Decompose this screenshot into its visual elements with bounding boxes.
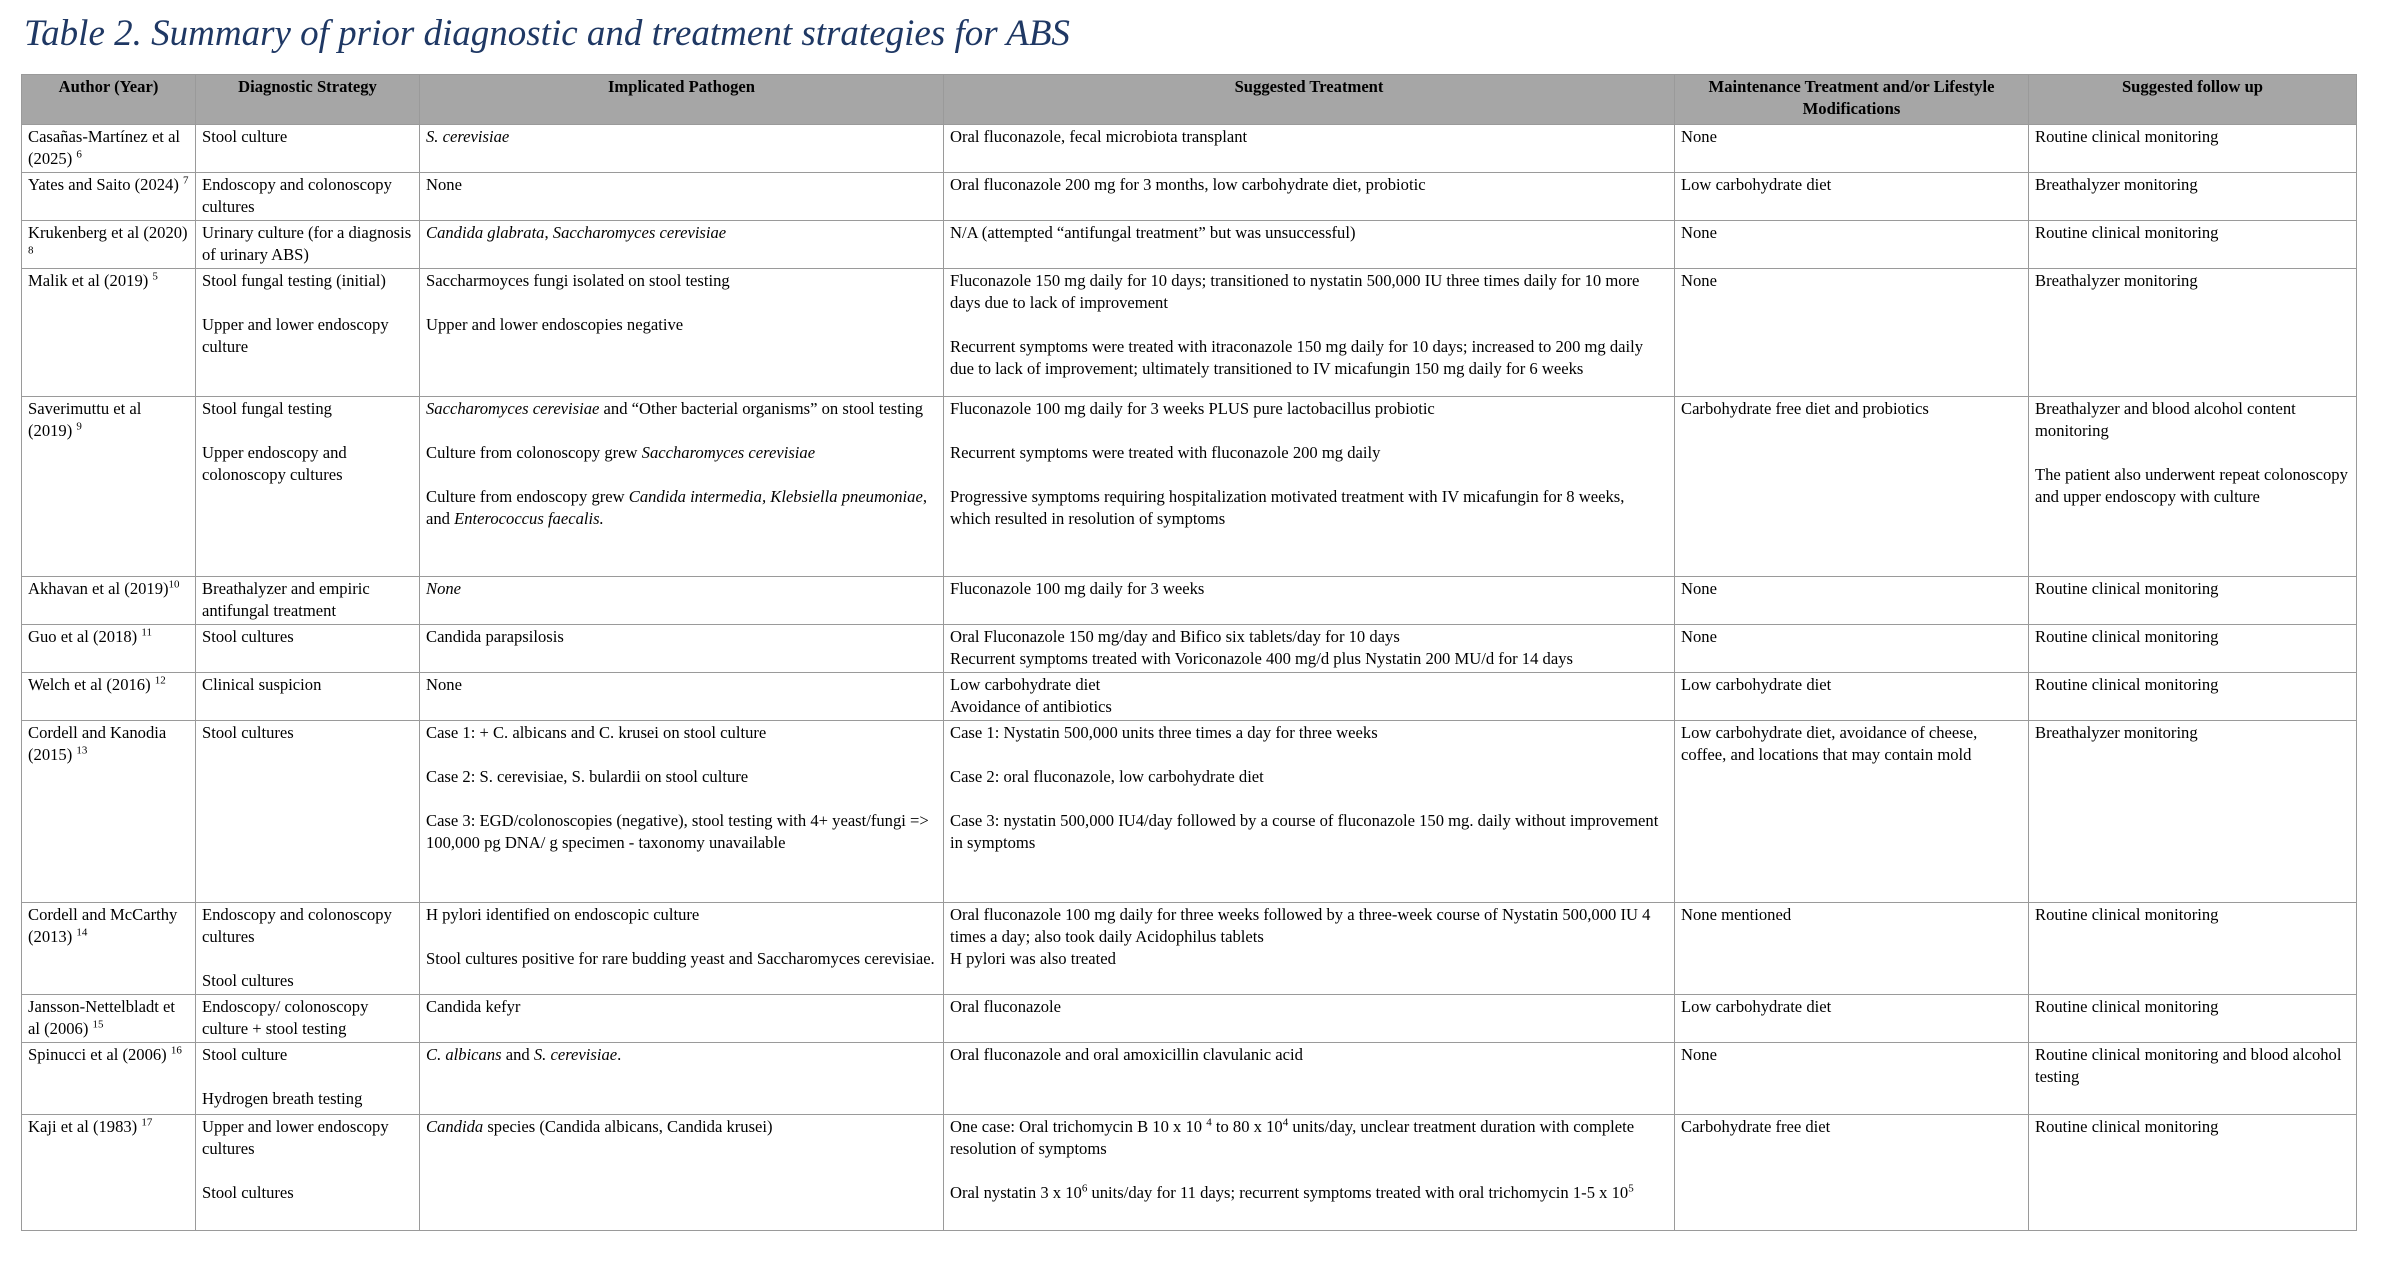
author-cell: Jansson-Nettelbladt et al (2006) $^{15}$ [22,995,196,1043]
pathogen-cell [420,625,944,673]
followup-cell [2029,173,2357,221]
table-row [22,221,2357,269]
cell-paragraph: Culture from endoscopy grew Candida intermedia, Klebsiella pneumoniae, and Enterococcus faecalis. [426,487,927,528]
table-row [22,903,2357,995]
pathogen-cell [420,1115,944,1231]
paragraph-gap [426,744,937,766]
treatment-cell [944,577,1675,625]
maintenance-cell [1675,995,2029,1043]
cell-paragraph: Oral fluconazole [950,997,1062,1016]
cell-paragraph: Low carbohydrate diet [1681,997,1832,1016]
author-cell: Akhavan et al $(2019)^{10}$ [22,577,196,625]
pathogen-cell [420,577,944,625]
cell-paragraph: None [426,675,462,694]
table-body [22,125,2357,1231]
cell-paragraph: Case 1: Nystatin 500,000 units three times a day for three weeks [950,723,1378,742]
treatment-cell [944,1043,1675,1115]
treatment-cell [944,1115,1675,1231]
table-row [22,269,2357,397]
cell-paragraph: Hydrogen breath testing [202,1089,363,1108]
cell-paragraph: Endoscopy/ colonoscopy culture + stool testing [202,997,369,1038]
pathogen-cell [420,995,944,1043]
diagnostic-cell [196,125,420,173]
cell-paragraph: Breathalyzer monitoring [2035,175,2198,194]
cell-paragraph: Stool cultures positive for rare budding yeast and Saccharomyces cerevisiae. [426,949,935,968]
followup-cell [2029,903,2357,995]
cell-paragraph: Breathalyzer monitoring [2035,271,2198,290]
maintenance-cell [1675,721,2029,903]
header-maintenance: Maintenance Treatment and/or Lifestyle Modifications [1675,75,2029,125]
diagnostic-cell [196,1043,420,1115]
cell-paragraph: Breathalyzer and blood alcohol content monitoring [2035,399,2296,440]
header-diagnostic-strategy: Diagnostic Strategy [196,75,420,125]
cell-paragraph: H pylori identified on endoscopic culture [426,905,700,924]
maintenance-cell [1675,1043,2029,1115]
header-implicated-pathogen: Implicated Pathogen [420,75,944,125]
cell-paragraph: Stool cultures [202,1183,294,1202]
cell-paragraph: Oral fluconazole 100 mg daily for three weeks followed by a three-week course of Nystatin 500,000 IU 4 times a day; also took daily Acidophilus tablets [950,905,1651,946]
treatment-cell [944,673,1675,721]
cell-paragraph: Case 3: nystatin 500,000 IU4/day followed by a course of fluconazole 150 mg. daily without improvement in symptoms [950,811,1659,852]
cell-paragraph: Stool cultures [202,723,294,742]
cell-paragraph: None [1681,1045,1717,1064]
cell-paragraph: Low carbohydrate diet [950,675,1101,694]
table-row [22,1115,2357,1231]
paragraph-gap [950,420,1668,442]
cell-paragraph: Case 1: + C. albicans and C. krusei on stool culture [426,723,767,742]
followup-cell [2029,221,2357,269]
cell-paragraph: Low carbohydrate diet [1681,175,1832,194]
paragraph-gap [2035,442,2350,464]
cell-paragraph: Saccharomyces cerevisiae and “Other bacterial organisms” on stool testing [426,399,924,418]
paragraph-gap [426,788,937,810]
table-row [22,125,2357,173]
cell-paragraph: Breathalyzer and empiric antifungal treatment [202,579,370,620]
cell-paragraph: Upper and lower endoscopy cultures [202,1117,389,1158]
cell-paragraph: Candida kefyr [426,997,521,1016]
diagnostic-cell [196,1115,420,1231]
cell-paragraph: Case 3: EGD/colonoscopies (negative), stool testing with 4+ yeast/fungi => 100,000 pg DNA/ g specimen - taxonomy unavailable [426,811,929,852]
table-row [22,721,2357,903]
cell-paragraph: Upper and lower endoscopy culture [202,315,389,356]
paragraph-gap [950,1160,1668,1182]
maintenance-cell [1675,221,2029,269]
author-cell: Welch et al (2016) $^{12}$ [22,673,196,721]
diagnostic-cell [196,721,420,903]
author-cell: Malik et al (2019) $^5$ [22,269,196,397]
cell-paragraph: Carbohydrate free diet [1681,1117,1831,1136]
maintenance-cell [1675,125,2029,173]
treatment-cell [944,397,1675,577]
pathogen-cell [420,903,944,995]
treatment-cell [944,173,1675,221]
cell-paragraph: Breathalyzer monitoring [2035,723,2198,742]
cell-paragraph: Saccharmoyces fungi isolated on stool testing [426,271,730,290]
cell-paragraph: None [1681,579,1717,598]
cell-paragraph: Clinical suspicion [202,675,322,694]
table-row [22,995,2357,1043]
cell-paragraph: Candida parapsilosis [426,627,564,646]
treatment-cell [944,995,1675,1043]
treatment-cell [944,125,1675,173]
followup-cell [2029,721,2357,903]
cell-paragraph: Oral fluconazole 200 mg for 3 months, low carbohydrate diet, probiotic [950,175,1426,194]
author-cell: Kaji et al (1983) $^{17}$ [22,1115,196,1231]
cell-paragraph: Endoscopy and colonoscopy cultures [202,905,392,946]
treatment-cell [944,721,1675,903]
cell-paragraph: Oral fluconazole, fecal microbiota transplant [950,127,1248,146]
maintenance-cell [1675,673,2029,721]
cell-paragraph: Candida species (Candida albicans, Candida krusei) [426,1117,773,1136]
diagnostic-cell [196,173,420,221]
pathogen-cell [420,673,944,721]
followup-cell [2029,397,2357,577]
cell-paragraph: None [1681,627,1717,646]
pathogen-cell [420,221,944,269]
cell-paragraph: H pylori was also treated [950,949,1116,968]
cell-paragraph: Low carbohydrate diet, avoidance of cheese, coffee, and locations that may contain mold [1681,723,1978,764]
maintenance-cell [1675,903,2029,995]
cell-paragraph: None mentioned [1681,905,1792,924]
maintenance-cell [1675,173,2029,221]
cell-paragraph: Fluconazole 100 mg daily for 3 weeks [950,579,1205,598]
cell-paragraph: Stool cultures [202,971,294,990]
treatment-cell [944,903,1675,995]
cell-paragraph: The patient also underwent repeat colonoscopy and upper endoscopy with culture [2035,465,2348,506]
maintenance-cell [1675,625,2029,673]
cell-paragraph: Routine clinical monitoring and blood alcohol testing [2035,1045,2342,1086]
cell-paragraph: Upper and lower endoscopies negative [426,315,684,334]
diagnostic-cell [196,903,420,995]
author-cell: Spinucci et al (2006) $^{16}$ [22,1043,196,1115]
followup-cell [2029,1043,2357,1115]
diagnostic-cell [196,625,420,673]
cell-paragraph: Stool fungal testing (initial) [202,271,386,290]
maintenance-cell [1675,1115,2029,1231]
cell-paragraph: Low carbohydrate diet [1681,675,1832,694]
treatment-cell [944,625,1675,673]
diagnostic-cell [196,995,420,1043]
pathogen-cell [420,173,944,221]
cell-paragraph: Routine clinical monitoring [2035,223,2219,242]
table-row [22,1043,2357,1115]
paragraph-gap [202,420,413,442]
cell-paragraph: Case 2: S. cerevisiae, S. bulardii on stool culture [426,767,749,786]
maintenance-cell [1675,577,2029,625]
cell-paragraph: None [1681,271,1717,290]
cell-paragraph: Recurrent symptoms treated with Voriconazole 400 mg/d plus Nystatin 200 MU/d for 14 days [950,649,1573,668]
author-cell: Yates and Saito (2024) $^7$ [22,173,196,221]
paragraph-gap [202,292,413,314]
cell-paragraph: Endoscopy and colonoscopy cultures [202,175,392,216]
cell-paragraph: Recurrent symptoms were treated with fluconazole 200 mg daily [950,443,1381,462]
cell-paragraph: Stool fungal testing [202,399,332,418]
cell-paragraph: Oral fluconazole and oral amoxicillin clavulanic acid [950,1045,1303,1064]
paragraph-gap [426,420,937,442]
cell-paragraph: Urinary culture (for a diagnosis of urinary ABS) [202,223,412,264]
paragraph-gap [950,744,1668,766]
cell-paragraph: Case 2: oral fluconazole, low carbohydrate diet [950,767,1264,786]
cell-paragraph: C. albicans and S. cerevisiae. [426,1045,622,1064]
paragraph-gap [202,948,413,970]
cell-paragraph: N/A (attempted “antifungal treatment” but was unsuccessful) [950,223,1356,242]
cell-paragraph: Fluconazole 150 mg daily for 10 days; transitioned to nystatin 500,000 IU three times daily for 10 more days due to lack of improvement [950,271,1640,312]
diagnostic-cell [196,577,420,625]
author-cell: Cordell and McCarthy (2013) $^{14}$ [22,903,196,995]
cell-paragraph: Stool culture [202,1045,288,1064]
paragraph-gap [950,314,1668,336]
cell-paragraph: One case: Oral trichomycin B 10 x 10 $^4$ to 80 x $10^4$ units/day, unclear treatment duration with complete resolution of symptoms [950,1116,1635,1158]
cell-paragraph: Stool cultures [202,627,294,646]
diagnostic-cell [196,221,420,269]
header-follow-up: Suggested follow up [2029,75,2357,125]
author-cell: Casañas-Martínez et al (2025) $^6$ [22,125,196,173]
cell-paragraph: Oral nystatin 3 x $10^6$ units/day for 11 days; recurrent symptoms treated with oral trichomycin 1-5 x $10^5$ [950,1182,1634,1202]
paragraph-gap [426,926,937,948]
treatment-cell [944,269,1675,397]
pathogen-cell [420,1043,944,1115]
cell-paragraph: None [1681,127,1717,146]
cell-paragraph: None [426,175,462,194]
table-row [22,673,2357,721]
cell-paragraph: Avoidance of antibiotics [950,697,1112,716]
summary-table [21,74,2357,1231]
followup-cell [2029,995,2357,1043]
author-cell: Krukenberg et al (2020) $^8$ [22,221,196,269]
cell-paragraph: Routine clinical monitoring [2035,997,2219,1016]
cell-paragraph: Candida glabrata, Saccharomyces cerevisiae [426,223,727,242]
cell-paragraph: Routine clinical monitoring [2035,905,2219,924]
cell-paragraph: Oral Fluconazole 150 mg/day and Bifico six tablets/day for 10 days [950,627,1400,646]
pathogen-cell [420,269,944,397]
cell-paragraph: Routine clinical monitoring [2035,627,2219,646]
cell-paragraph: Fluconazole 100 mg daily for 3 weeks PLUS pure lactobacillus probiotic [950,399,1435,418]
paragraph-gap [426,292,937,314]
paragraph-gap [950,464,1668,486]
diagnostic-cell [196,673,420,721]
cell-paragraph: Routine clinical monitoring [2035,1117,2219,1136]
table-caption: Table 2. Summary of prior diagnostic and treatment strategies for ABS [24,13,1070,54]
diagnostic-cell [196,269,420,397]
header-author: Author (Year) [22,75,196,125]
table-row [22,173,2357,221]
author-cell: Cordell and Kanodia (2015) $^{13}$ [22,721,196,903]
pathogen-cell [420,721,944,903]
cell-paragraph: Progressive symptoms requiring hospitalization motivated treatment with IV micafungin for 8 weeks, which resulted in resolution of symptoms [950,487,1625,528]
table-header-row [22,75,2357,125]
cell-paragraph: Culture from colonoscopy grew Saccharomyces cerevisiae [426,443,816,462]
maintenance-cell [1675,269,2029,397]
treatment-cell [944,221,1675,269]
diagnostic-cell [196,397,420,577]
table-row [22,577,2357,625]
table-row [22,625,2357,673]
followup-cell [2029,1115,2357,1231]
followup-cell [2029,125,2357,173]
cell-paragraph: Recurrent symptoms were treated with itraconazole 150 mg daily for 10 days; increased to 200 mg daily due to lack of improvement; ultimately transitioned to IV micafungin 150 mg daily for 6 weeks [950,337,1644,378]
pathogen-cell [420,125,944,173]
paragraph-gap [426,464,937,486]
cell-paragraph: Routine clinical monitoring [2035,127,2219,146]
cell-paragraph: S. cerevisiae [426,127,510,146]
paragraph-gap [950,788,1668,810]
maintenance-cell [1675,397,2029,577]
author-cell: Guo et al (2018) $^{11}$ [22,625,196,673]
paragraph-gap [202,1160,413,1182]
followup-cell [2029,269,2357,397]
paragraph-gap [202,1066,413,1088]
cell-paragraph: None [426,579,462,598]
cell-paragraph: Upper endoscopy and colonoscopy cultures [202,443,347,484]
table-row [22,397,2357,577]
cell-paragraph: Stool culture [202,127,288,146]
followup-cell [2029,673,2357,721]
cell-paragraph: Routine clinical monitoring [2035,675,2219,694]
author-cell: Saverimuttu et al (2019) $^9$ [22,397,196,577]
pathogen-cell [420,397,944,577]
cell-paragraph: None [1681,223,1717,242]
followup-cell [2029,625,2357,673]
cell-paragraph: Carbohydrate free diet and probiotics [1681,399,1929,418]
cell-paragraph: Routine clinical monitoring [2035,579,2219,598]
header-suggested-treatment: Suggested Treatment [944,75,1675,125]
followup-cell [2029,577,2357,625]
